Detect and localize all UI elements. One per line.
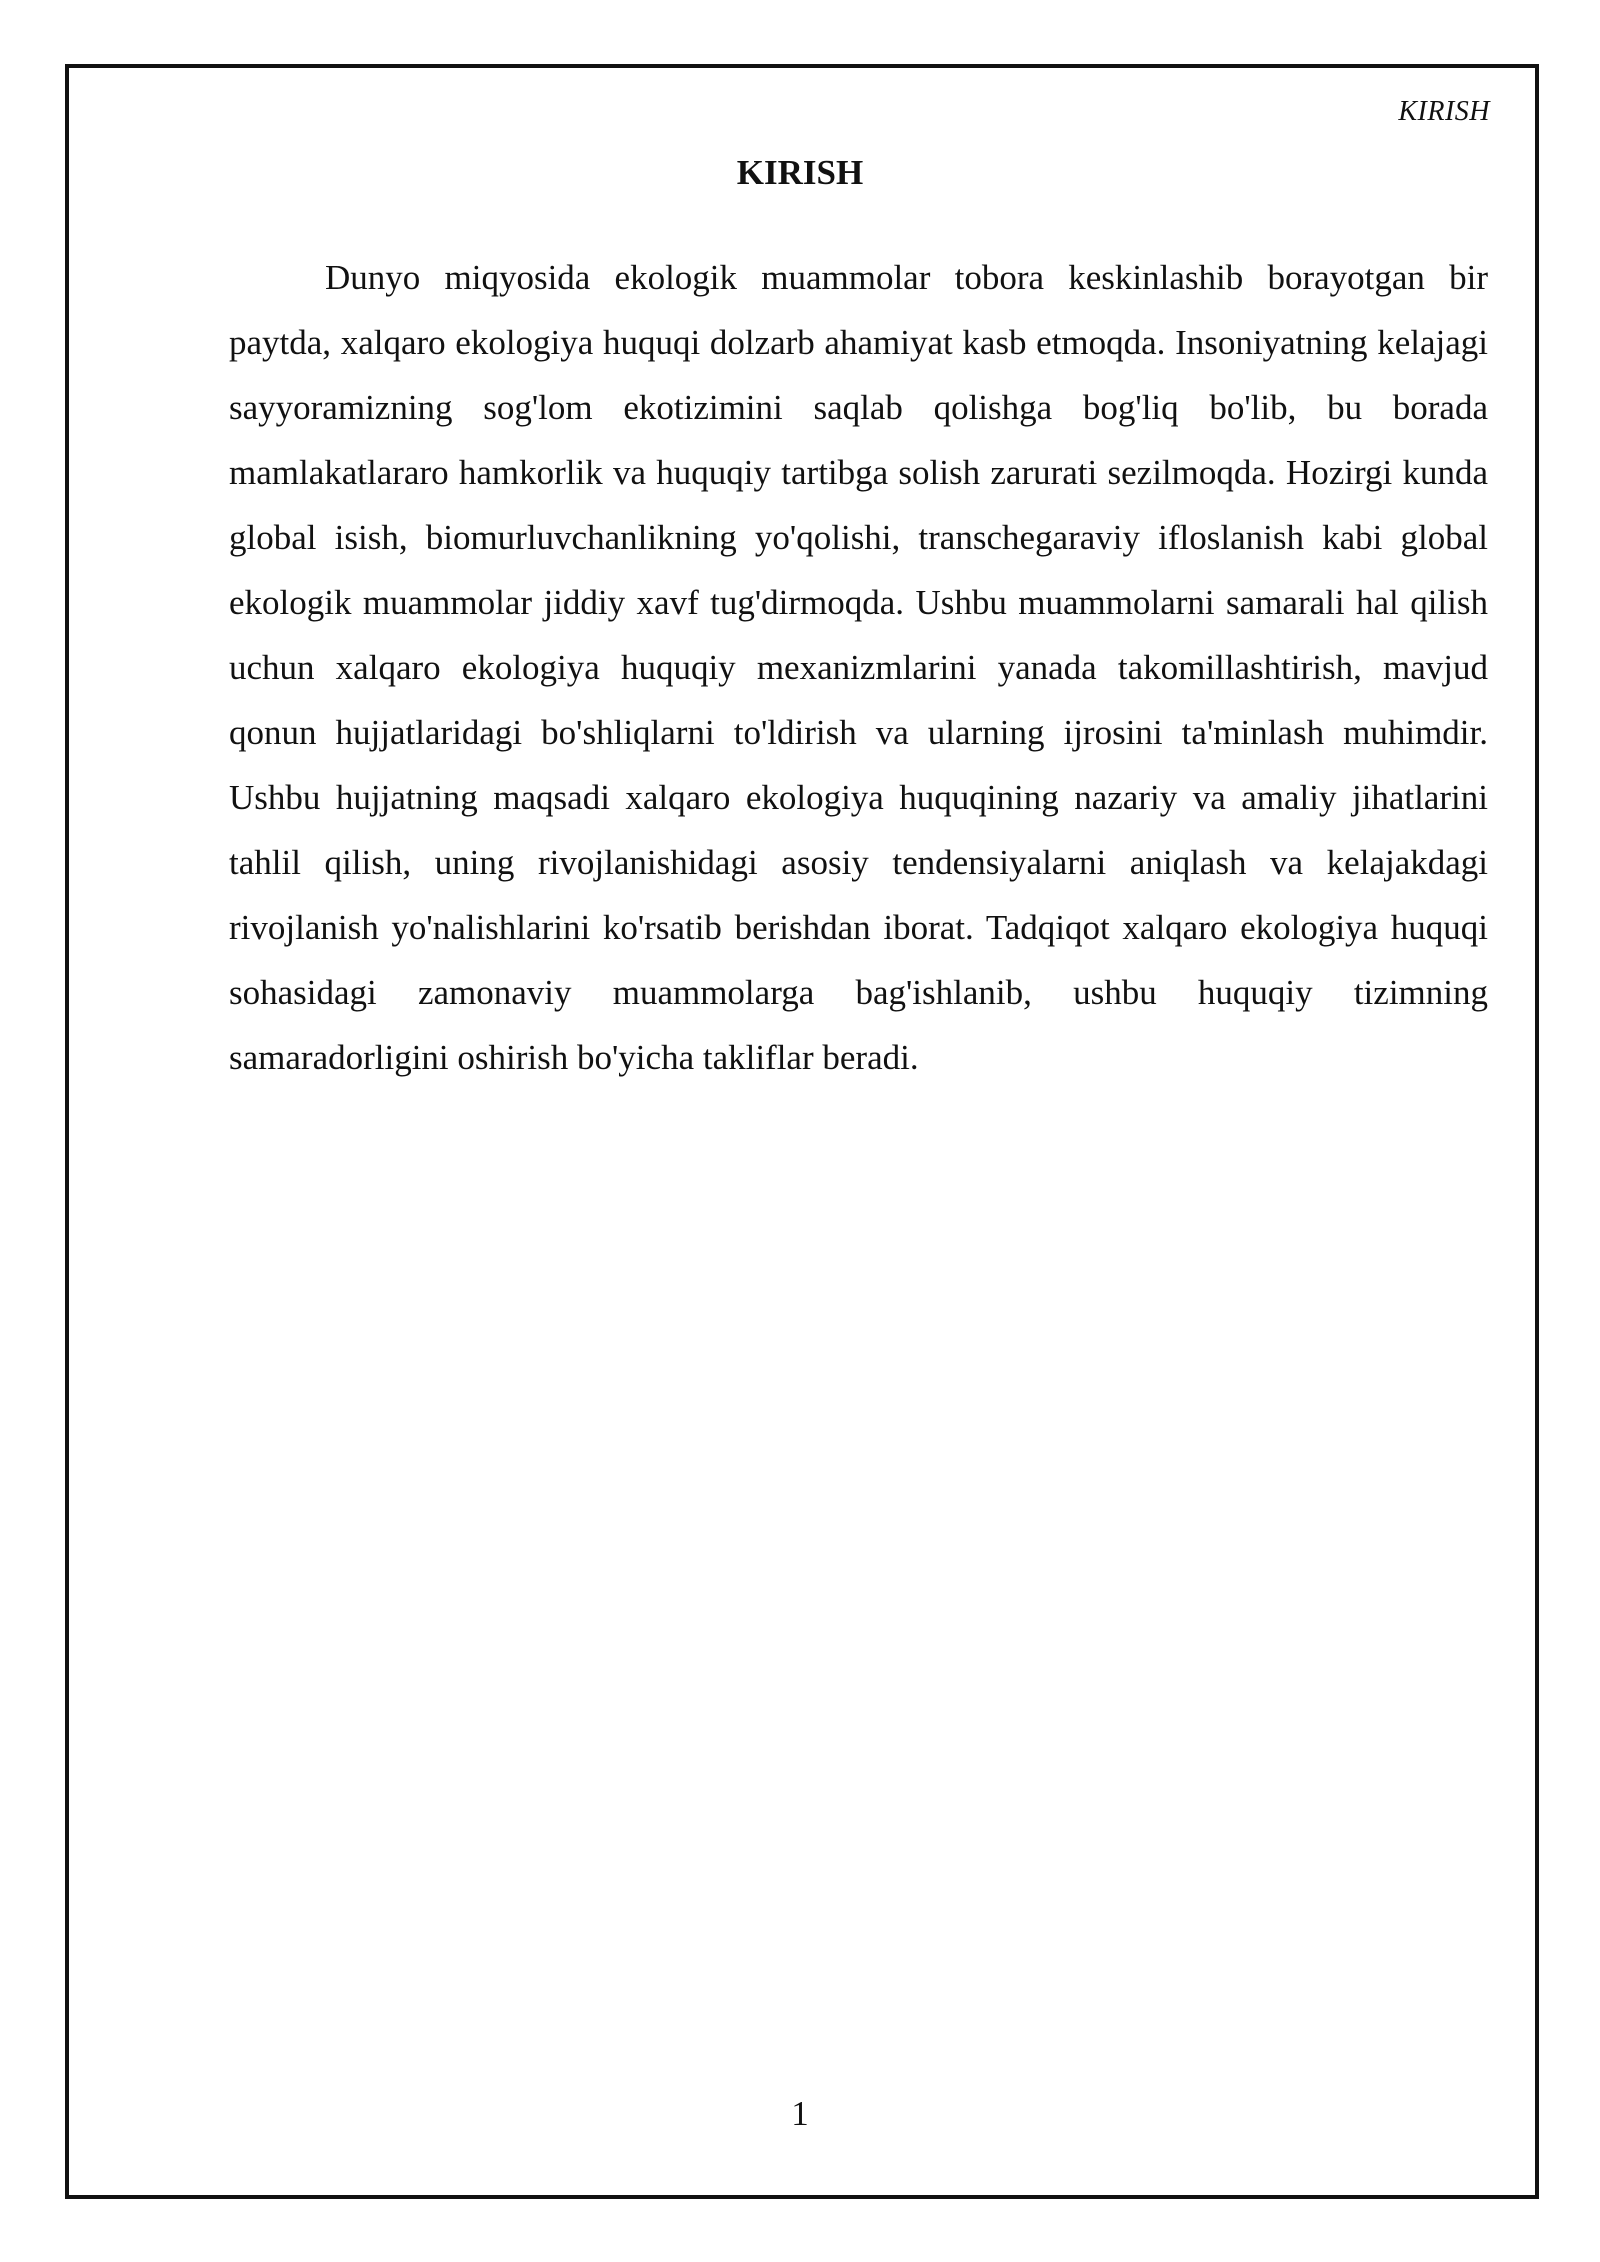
body-paragraph: Dunyo miqyosida ekologik muammolar tobora keskinlashib borayotgan bir paytda, xalqaro ekologiya huquqi dolzarb ahamiyat kasb etmoqda. Insoniyatning kelajagi sayyoramizning sog'lom ekotizimini saqlab qolishga bog'liq bo'lib, bu borada mamlakatlararo hamkorlik va huquqiy tartibga solish zarurati sezilmoqda. Hozirgi kunda global isish, biomurluvchanlikning yo'qolishi, transchegaraviy ifloslanish kabi global ekologik muammolar jiddiy xavf tug'dirmoqda. Ushbu muammolarni samarali hal qilish uchun xalqaro ekologiya huquqiy mexanizmlarini yanada takomillashtirish, mavjud qonun hujjatlaridagi bo'shliqlarni to'ldirish va ularning ijrosini ta'minlash muhimdir. Ushbu hujjatning maqsadi xalqaro ekologiya huquqining nazariy va amaliy jihatlarini tahlil qilish, uning rivojlanishidagi asosiy tendensiyalarni aniqlash va kelajakdagi rivojlanish yo'nalishlarini ko'rsatib berishdan iborat. Tadqiqot xalqaro ekologiya huquqi sohasidagi zamonaviy muammolarga bag'ishlanib, ushbu huquqiy tizimning samaradorligini oshirish bo'yicha takliflar beradi. — [229, 258, 1488, 1077]
running-header: KIRISH — [1398, 96, 1490, 127]
document-title: KIRISH — [736, 153, 864, 192]
page-number: 1 — [791, 2094, 809, 2133]
